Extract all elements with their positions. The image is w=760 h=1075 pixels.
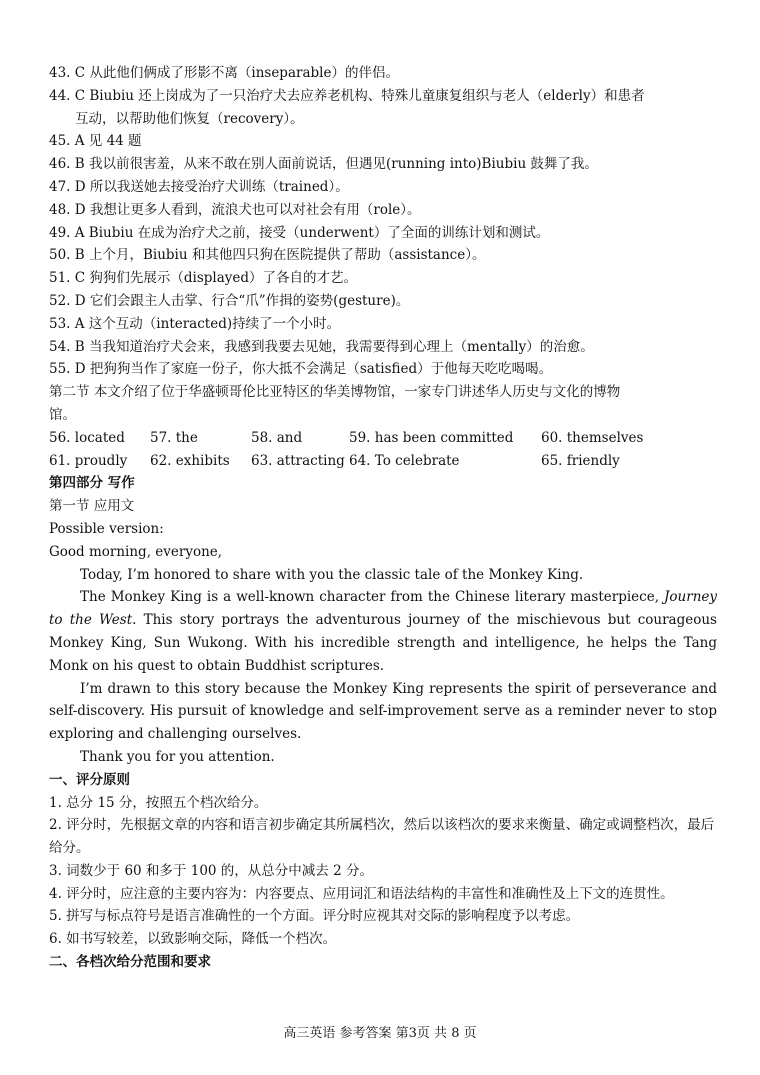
answer-item: 44. C Biubiu 还上岗成为了一只治疗犬去应养老机构、特殊儿童康复组织与老人（elderly）和患者: [49, 87, 645, 104]
cloze-answer: 57. the: [150, 429, 198, 446]
scoring-rules-list: [49, 792, 717, 952]
cloze-answer: 58. and: [251, 429, 303, 446]
cloze-answer: 62. exhibits: [150, 452, 230, 469]
section2-intro: 第二节 本文介绍了位于华盛顿哥伦比亚特区的华美博物馆，一家专门讲述华人历史与文化的博物: [49, 384, 621, 401]
answer-item: 50. B 上个月，Biubiu 和其他四只狗在医院提供了帮助（assistance）。: [49, 247, 486, 264]
cloze-answer: 64. To celebrate: [349, 452, 460, 469]
answer-item: 49. A Biubiu 在成为治疗犬之前，接受（underwent）了全面的训练计划和测试。: [49, 224, 550, 241]
speech-paragraph-3: I’m drawn to this story because the Monkey King represents the spirit of perseverance and self-discovery. His pursuit of knowledge and self-improvement serve as a reminder never to stop exploring and challenging ourselves.: [49, 680, 717, 743]
cloze-answers-grid: [49, 427, 717, 473]
part4-heading: 第四部分 写作: [49, 475, 135, 492]
section2-intro-cont: 馆。: [49, 406, 76, 423]
answer-item: 45. A 见 44 题: [49, 133, 142, 150]
scoring-principles-heading: 一、评分原则: [49, 771, 130, 788]
levels-heading: 二、各档次给分范围和要求: [49, 954, 211, 971]
cloze-answer: 60. themselves: [541, 429, 644, 446]
answer-item: 52. D 它们会跟主人击掌、行合“爪”作揖的姿势(gesture)。: [49, 292, 410, 309]
answer-item: 47. D 所以我送她去接受治疗犬训练（trained）。: [49, 178, 349, 195]
answer-item: 54. B 当我知道治疗犬会来，我感到我要去见她，我需要得到心理上（mentally）的治愈。: [49, 338, 594, 355]
speech-paragraph-2: [49, 586, 717, 677]
answer-item: 48. D 我想让更多人看到，流浪犬也可以对社会有用（role）。: [49, 201, 421, 218]
scoring-rule: 5. 拼写与标点符号是语言准确性的一个方面。评分时应视其对交际的影响程度予以考虑。: [49, 908, 580, 925]
speech-text: . This story portrays the adventurous journey of the mischievous but courageous Monkey King, Sun Wukong. With his incredible strength and intelligence, he helps the Tang Monk on his quest to obtain Buddhist scriptures.: [49, 612, 717, 674]
answer-list: [49, 62, 717, 381]
scoring-rule: 4. 评分时，应注意的主要内容为：内容要点、应用词汇和语法结构的丰富性和准确性及上下文的连贯性。: [49, 885, 674, 902]
scoring-rule: 2. 评分时，先根据文章的内容和语言初步确定其所属档次，然后以该档次的要求来衡量、确定或调整档次，最后给分。: [49, 817, 715, 857]
part4-subheading: 第一节 应用文: [49, 498, 135, 515]
scoring-rule: 6. 如书写较差，以致影响交际，降低一个档次。: [49, 931, 337, 948]
answer-item: 53. A 这个互动（interacted)持续了一个小时。: [49, 315, 341, 332]
cloze-answer: 59. has been committed: [349, 429, 514, 446]
scoring-rule: 1. 总分 15 分，按照五个档次给分。: [49, 794, 268, 811]
speech-paragraph-1: Today, I’m honored to share with you the classic tale of the Monkey King.: [80, 566, 584, 583]
page-footer: 高三英语 参考答案 第3页 共 8 页: [283, 1026, 477, 1041]
speech-greeting: Good morning, everyone,: [49, 543, 223, 560]
scoring-rule: 3. 词数少于 60 和多于 100 的，从总分中减去 2 分。: [49, 862, 373, 879]
cloze-answer: 61. proudly: [49, 452, 128, 469]
cloze-answer: 65. friendly: [541, 452, 620, 469]
speech-paragraph-4: Thank you for you attention.: [80, 748, 275, 765]
possible-version-label: Possible version:: [49, 520, 164, 537]
answer-item: 51. C 狗狗们先展示（displayed）了各自的才艺。: [49, 270, 358, 287]
answer-item: 55. D 把狗狗当作了家庭一份子，你大抵不会满足（satisfied）于他每天吃吃喝喝。: [49, 361, 553, 378]
cloze-answer: 56. located: [49, 429, 125, 446]
book-title: Journey to the West: [49, 589, 717, 629]
answer-item: 46. B 我以前很害羞，从来不敢在别人面前说话，但遇见(running into)Biubiu 鼓舞了我。: [49, 156, 598, 173]
speech-text: The Monkey King is a well-known character from the Chinese literary masterpiece,: [80, 589, 664, 606]
page-content: [49, 62, 717, 974]
answer-item: 43. C 从此他们俩成了形影不离（inseparable）的伴侣。: [49, 65, 399, 81]
cloze-answer: 63. attracting: [251, 452, 345, 469]
answer-item-continuation: 互动，以帮助他们恢复（recovery）。: [75, 110, 304, 127]
